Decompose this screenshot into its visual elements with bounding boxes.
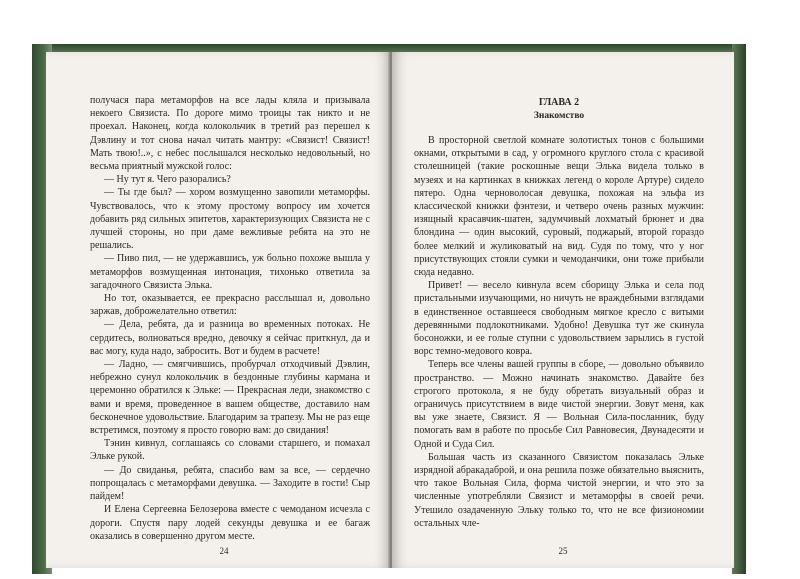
paragraph: получася пара метаморфов на все лады кляла и призывала некоего Связиста. По дороге мимо троицы так никто и не проехал. Наконец, когда колокольчик в третий раз перешел к Дэвлину и тот снова начал читать мантру: «Связист! Связист! Мать твою!..», с небес послышался несколько недовольный, но весьма приятный мужской голос: [90, 95, 370, 173]
chapter-heading: ГЛАВА 2 [538, 97, 580, 108]
paragraph: И Елена Сергеевна Белозерова вместе с чемоданом исчезла с дороги. Спустя пару лодей секунды девушка и ее багаж оказались в совершенно другом месте. [90, 504, 370, 542]
paragraph: Тэнин кивнул, соглашаясь со словами старшего, и помахал Эльке рукой. [90, 438, 370, 463]
right-page-text [414, 134, 704, 530]
book-cover-right-edge [732, 44, 746, 574]
paragraph: Привет! — весело кивнула всем сборищу Элька и села под пристальными изучающими, но ничуть не враждебными взглядами в единственное оставшееся свободным мягкое кресло с витыми деревянными подлокотниками. Удобно! Девушка тут же скинула босоножки, и ее голые ступни с удовольствием зарылись в густой ворс темно-медового ковра. [414, 280, 704, 358]
left-page [46, 52, 390, 568]
paragraph: — До свиданья, ребята, спасибо вам за все, — сердечно попрощалась с метаморфами девушка. — Заходите в гости! Сыр пайдем! [90, 464, 370, 503]
paragraph: В просторной светлой комнате золотистых тонов с большими окнами, открытыми в сад, у огромного круглого стола с красивой столешницей (такие роскошные вещи Элька видела только в музеях и на картинках в книжках легенд о короле Артуре) сидело пятеро. Одна черноволосая девушка, похожая на эльфа из классической книжки фэнтези, и четверо очень разных мужчин: изящный красавчик-шатен, задумчивый лохматый брюнет и два блондина — один высокий, суровый, поджарый, второй гораздо более мелкий и жуликоватый на вид. Судя по тому, что у ног присутствующих стояли сумки и чемоданчики, они тоже прибыли сюда недавно. [414, 135, 704, 279]
paragraph: — Ладно, — смягчившись, пробурчал отходчивый Дэвлин, небрежно сунул колокольчик в бездонные глубины кармана и церемонно обратился к Эльке: — Прекрасная леди, знакомство с вами и время, проведенное в вашем обществе, доставило нам бесконечное удовольствие. Благодарим за трапезу. Мы не раз еще встретимся, поэтому я просто говорю вам: до свидания! [90, 359, 370, 437]
paragraph: — Ты где был? — хором возмущенно завопили метаморфы. Чувствовалось, что к этому простому вопросу им хочется добавить ряд сильных эпитетов, характеризующих Связиста не с лучшей стороны, но при даме вежливые ребята на это не решались. [90, 187, 370, 252]
paragraph: Теперь все члены вашей группы в сборе, — довольно объявило пространство. — Можно начинать знакомство. Давайте без строгого протокола, я не буду обретать визуальный образ и ограничусь присутствием в виде чистой энергии. Зовут меня, как вы уже знаете, Связист. Я — Вольная Сила-посланник, буду помогать вам в работе по просьбе Сил Равновесия, Двунадесяти и Одной и Суда Сил. [414, 359, 704, 450]
chapter-subtitle: Знакомство [533, 111, 585, 121]
page-number: 25 [558, 545, 568, 556]
paragraph: — Ну тут я. Чего разорались? [104, 174, 231, 186]
paragraph: Большая часть из сказанного Связистом показалась Эльке изрядной абракадаброй, и она решила позже обязательно выяснить, что такое Вольная Сила, форма чистой энергии, и что это за численные употребляли Связист и метаморфы в своей речи. Утешило озадаченную Эльку только то, что не все физиономии остальных чле- [414, 451, 704, 529]
open-book [32, 44, 746, 574]
right-page [392, 52, 734, 568]
book-cover-top-edge [32, 44, 746, 52]
page-number: 24 [219, 545, 229, 556]
paragraph: — Пиво пил, — не удержавшись, уж больно похоже вышла у метаморфов возмущенная интонация, тихонько ответила за загадочного Связиста Элька. [90, 253, 370, 291]
paragraph: Но тот, оказывается, ее прекрасно расслышал и, довольно заржав, доброжелательно ответил: [90, 293, 370, 318]
paragraph: — Дела, ребята, да и разница во временных потоках. Не сердитесь, волноваться вредно, девочку я сейчас приткнул, да и вас могу, куда надо, забросить. Вот и будем в расчете! [90, 319, 370, 357]
left-page-text [90, 94, 370, 543]
